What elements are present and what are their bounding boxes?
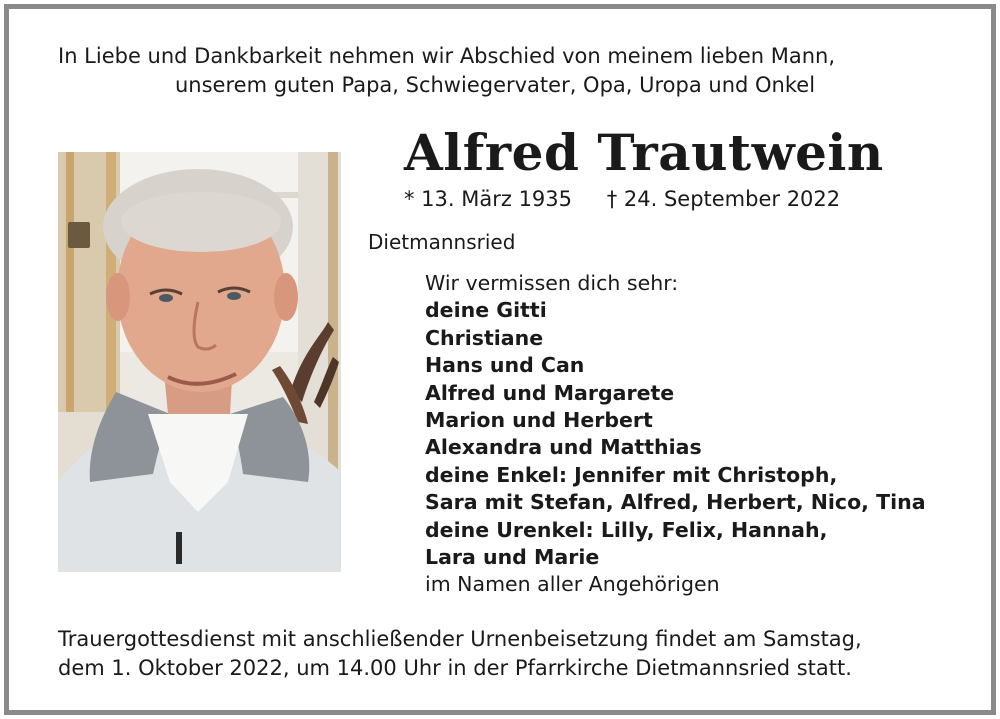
mourner-entry: Alexandra und Matthias — [425, 435, 702, 460]
mourner-entry: Hans und Can — [425, 353, 585, 378]
mourner-entry: Lara und Marie — [425, 545, 600, 570]
service-info — [58, 625, 958, 683]
service-line-2: dem 1. Oktober 2022, um 14.00 Uhr in der Pfarrkirche Dietmannsried statt. — [58, 656, 852, 680]
mourners-intro: Wir vermissen dich sehr: — [425, 271, 679, 295]
mourner-entry: deine Urenkel: Lilly, Felix, Hannah, — [425, 517, 828, 542]
mourner-entry: Sara mit Stefan, Alfred, Herbert, Nico, Tina — [425, 490, 926, 515]
mourner-entry: Alfred und Margarete — [425, 380, 675, 405]
life-dates — [404, 184, 840, 214]
intro-text — [58, 42, 918, 100]
mourners-closing: im Namen aller Angehörigen — [425, 572, 720, 597]
portrait-photo — [58, 152, 341, 572]
intro-line-2: unserem guten Papa, Schwiegervater, Opa, Uropa und Onkel — [175, 73, 816, 97]
birth-date: * 13. März 1935 — [404, 187, 573, 211]
mourners-list — [425, 270, 926, 599]
mourner-entry: deine Enkel: Jennifer mit Christoph, — [425, 462, 838, 487]
mourner-entry: Christiane — [425, 325, 544, 350]
service-line-1: Trauergottesdienst mit anschließender Urnenbeisetzung findet am Samstag, — [58, 627, 862, 651]
portrait-illustration — [58, 152, 341, 572]
deceased-name: Alfred Trautwein — [404, 123, 884, 182]
mourner-entry: Marion und Herbert — [425, 408, 653, 433]
hometown: Dietmannsried — [368, 230, 516, 254]
intro-line-1: In Liebe und Dankbarkeit nehmen wir Abschied von meinem lieben Mann, — [58, 44, 836, 68]
mourner-entry: deine Gitti — [425, 298, 547, 323]
death-date: † 24. September 2022 — [606, 187, 841, 211]
